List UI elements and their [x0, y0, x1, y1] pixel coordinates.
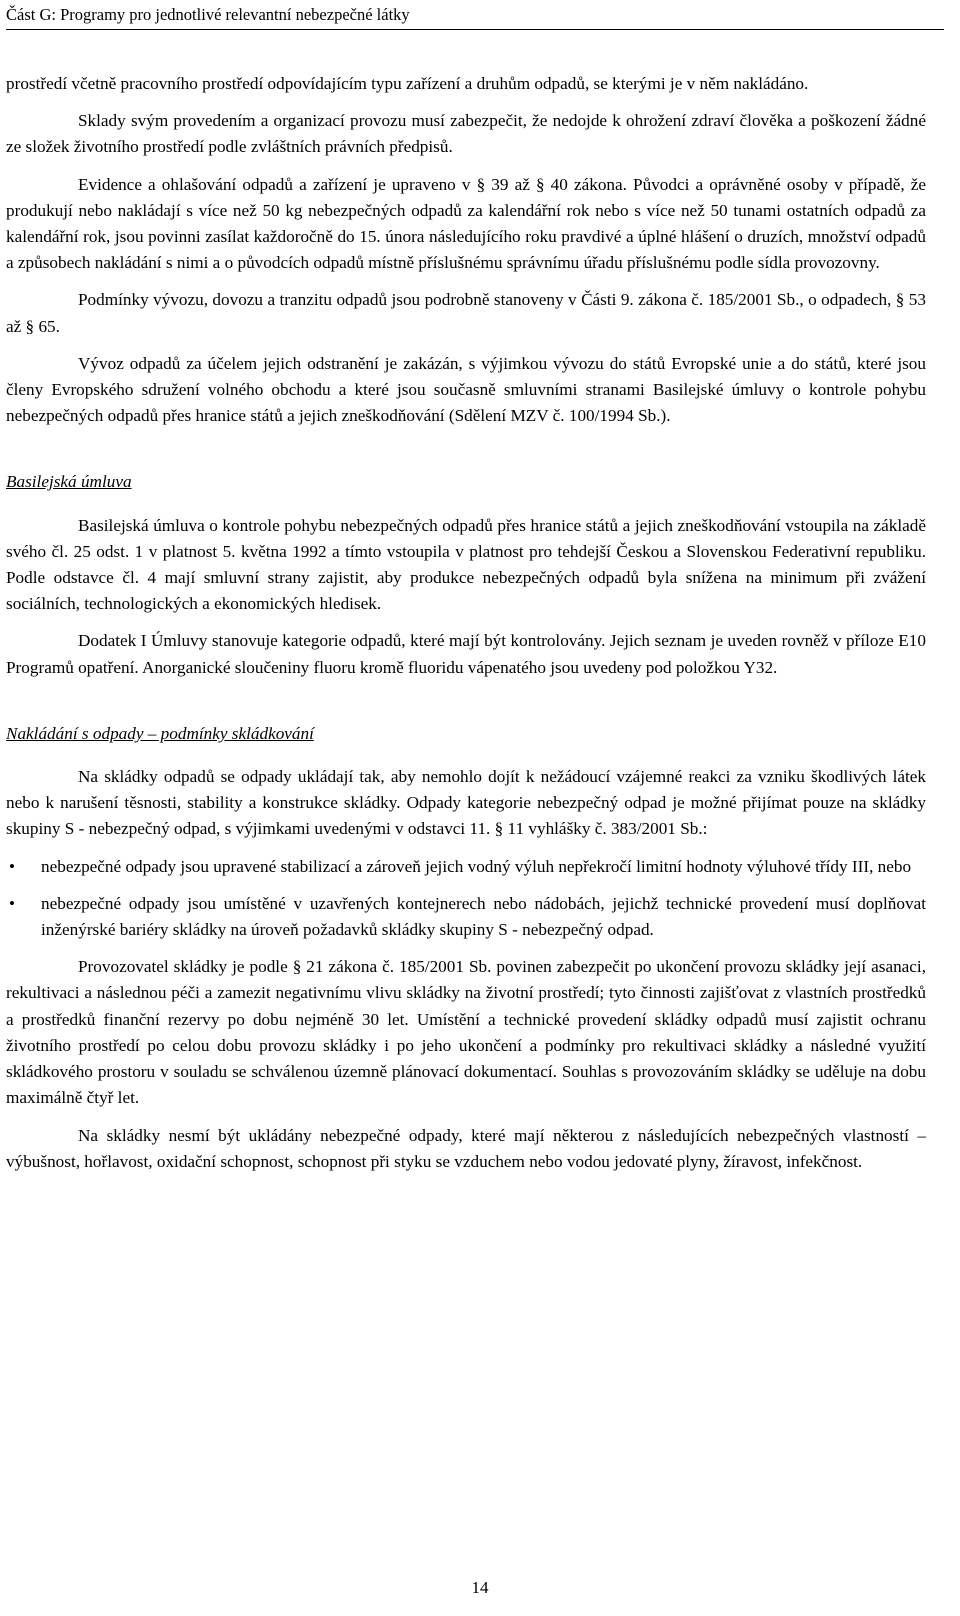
section-heading-basel: Basilejská úmluva [6, 472, 132, 492]
bullet-list [6, 854, 926, 944]
list-item [6, 854, 926, 880]
paragraph-records: Evidence a ohlašování odpadů a zařízení je upraveno v § 39 až § 40 zákona. Původci a oprávněné osoby v případě, že produkují nebo nakládají s více než 50 kg nebezpečných odpadů za kalendářní rok nebo s více než 50 tunami ostatních odpadů za kalendářní rok, jsou povinni zasílat každoročně do 15. února následujícího roku pravdivé a úplné hlášení o druzích, množství odpadů a způsobech nakládání s nimi a o původcích odpadů místně příslušnému správnímu úřadu příslušnému podle sídla provozovny. [6, 174, 926, 273]
paragraph-landfill-rules: Na skládky odpadů se odpady ukládají tak, aby nemohlo dojít k nežádoucí vzájemné reakci za vzniku škodlivých látek nebo k narušení těsnosti, stability a konstrukce skládky. Odpady kategorie nebezpečný odpad je možné přijímat pouze na skládky skupiny S - nebezpečný odpad, s výjimkami uvedenými v odstavci 11. § 11 vyhlášky č. 383/2001 Sb.: [6, 767, 926, 839]
list-item-text: nebezpečné odpady jsou upravené stabilizací a zároveň jejich vodný výluh nepřekročí limitní hodnoty výluhové třídy III, nebo [41, 856, 912, 876]
paragraph-storage: Sklady svým provedením a organizací provozu musí zabezpečit, že nedojde k ohrožení zdraví člověka a poškození žádné ze složek životního prostředí podle zvláštních právních předpisů. [6, 111, 926, 157]
running-header: Část G: Programy pro jednotlivé relevantní nebezpečné látky [6, 4, 944, 30]
list-item-text: nebezpečné odpady jsou umístěné v uzavřených kontejnerech nebo nádobách, jejichž technické provedení musí doplňovat inženýrské bariéry skládky na úroveň požadavků skládky skupiny S - nebezpečný odpad. [41, 893, 926, 940]
page-number: 14 [471, 1578, 489, 1597]
document-body [6, 71, 926, 1186]
paragraph-operator-duties: Provozovatel skládky je podle § 21 zákona č. 185/2001 Sb. povinen zabezpečit po ukončení provozu skládky její asanaci, rekultivaci a následnou péči a zamezit negativnímu vlivu skládky na životní prostředí; tyto činnosti zajišťovat z vlastních prostředků a prostředků finanční rezervy po dobu nejméně 30 let. Umístění a technické provedení skládky odpadů musí zajistit ochranu životního prostředí po celou dobu provozu skládky i po jeho ukončení a podmínky pro rekultivaci skládky a následné využití skládkového prostoru v souladu se schválenou územně plánovací dokumentací. Souhlas s provozováním skládky se uděluje na dobu maximálně čtyř let. [6, 957, 926, 1108]
paragraph-basel: Basilejská úmluva o kontrole pohybu nebezpečných odpadů přes hranice států a jejich zneškodňování vstoupila na základě svého čl. 25 odst. 1 v platnost 5. května 1992 a tímto vstoupila v platnost pro tehdejší Českou a Slovenskou Federativní republiku. Podle odstavce čl. 4 mají smluvní strany zajistit, aby produkce nebezpečných odpadů byla snížena na minimum při zvážení sociálních, technologických a ekonomických hledisek. [6, 515, 926, 614]
list-item [6, 891, 926, 943]
paragraph-export-conditions: Podmínky vývozu, dovozu a tranzitu odpadů jsou podrobně stanoveny v Části 9. zákona č. 185/2001 Sb., o odpadech, § 53 až § 65. [6, 290, 926, 336]
paragraph-annex: Dodatek I Úmluvy stanovuje kategorie odpadů, které mají být kontrolovány. Jejich seznam je uveden rovněž v příloze E10 Programů opatření. Anorganické sloučeniny fluoru kromě fluoridu vápenatého jsou uvedeny pod položkou Y32. [6, 631, 926, 677]
bullet-icon: • [9, 893, 15, 913]
section-heading-landfill: Nakládání s odpady – podmínky skládkování [6, 723, 314, 743]
paragraph-export-ban: Vývoz odpadů za účelem jejich odstranění je zakázán, s výjimkou vývozu do států Evropské unie a do států, které jsou členy Evropského sdružení volného obchodu a které jsou současně smluvními stranami Basilejské úmluvy o kontrole pohybu nebezpečných odpadů přes hranice států a jejich zneškodňování (Sdělení MZV č. 100/1994 Sb.). [6, 353, 926, 426]
paragraph-continuation: prostředí včetně pracovního prostředí odpovídajícím typu zařízení a druhům odpadů, se kterými je v něm nakládáno. [6, 74, 809, 93]
bullet-icon: • [9, 856, 15, 876]
paragraph-prohibited-waste: Na skládky nesmí být ukládány nebezpečné odpady, které mají některou z následujících nebezpečných vlastností – výbušnost, hořlavost, oxidační schopnost, schopnost při styku se vzduchem nebo vodou jedovaté plyny, žíravost, infekčnost. [6, 1125, 926, 1171]
